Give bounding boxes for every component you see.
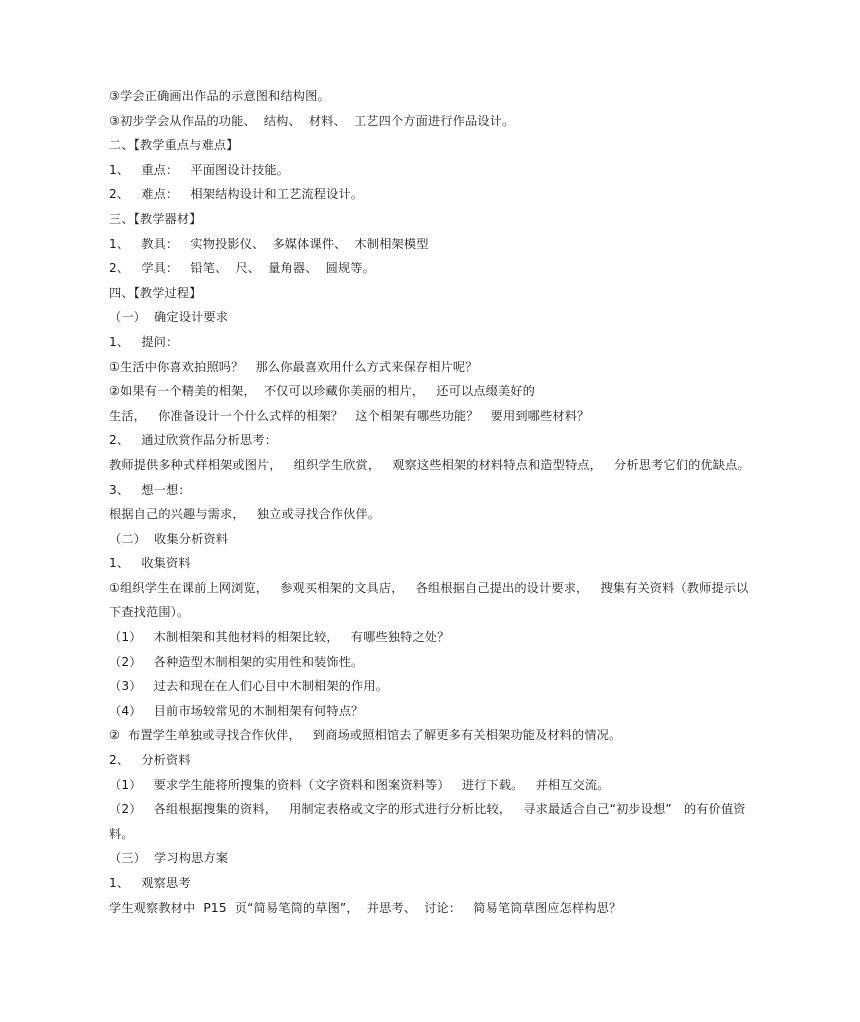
text-line: 生活， 你准备设计一个什么式样的相架？ 这个相架有哪些功能？ 要用到哪些材料？ [109, 408, 590, 423]
text-line: 3、 想一想： [109, 482, 191, 497]
text-line: 1、 提问： [109, 334, 179, 349]
text-line: 2、 分析资料 [109, 753, 191, 768]
text-line: ②如果有一个精美的相架， 不仅可以珍藏你美丽的相片， 还可以点缀美好的 [109, 384, 535, 399]
subsection-heading: （三） 学习构思方案 [109, 851, 229, 866]
document-body [109, 84, 759, 920]
section-heading: 三、【教学器材】 [109, 211, 202, 226]
text-line: 2、 学具： 铅笔、 尺、 量角器、 圆规等。 [109, 261, 375, 276]
text-line: 1、 观察思考 [109, 876, 191, 890]
text-line: ② 布置学生单独或寻找合作伙伴， 到商场或照相馆去了解更多有关相架功能及材料的情况。 [109, 728, 622, 743]
text-line: ③学会正确画出作品的示意图和结构图。 [109, 89, 330, 103]
text-line: 学生观察教材中 P15 页“简易笔筒的草图”， 并思考、 讨论： 简易笔筒草图应怎样构思？ [109, 900, 622, 915]
text-line: （2） 各组根据搜集的资料， 用制定表格或文字的形式进行分析比较， 寻求最适合自己“初步设想” 的有价值资 [109, 802, 746, 817]
subsection-heading: （二） 收集分析资料 [109, 531, 229, 546]
text-line: 1、 重点： 平面图设计技能。 [109, 162, 290, 177]
section-heading: 四、【教学过程】 [109, 285, 202, 300]
text-line: ①生活中你喜欢拍照吗？ 那么你最喜欢用什么方式来保存相片呢？ [109, 359, 478, 374]
text-line: 根据自己的兴趣与需求， 独立或寻找合作伙伴。 [109, 507, 381, 522]
text-line: ③初步学会从作品的功能、 结构、 材料、 工艺四个方面进行作品设计。 [109, 113, 515, 128]
text-line: ①组织学生在课前上网浏览， 参观买相架的文具店， 各组根据自己提出的设计要求， 搜集有关资料（教师提示以 [109, 580, 749, 595]
text-line: （3） 过去和现在在人们心目中木制相架的作用。 [109, 679, 389, 694]
section-heading: 二、【教学重点与难点】 [109, 138, 239, 153]
text-line: （1） 木制相架和其他材料的相架比较， 有哪些独特之处？ [109, 630, 450, 645]
text-line: 教师提供多种式样相架或图片， 组织学生欣赏， 观察这些相架的材料特点和造型特点， 分析思考它们的优缺点。 [109, 457, 750, 472]
subsection-heading: （一） 确定设计要求 [109, 310, 229, 325]
text-line: （4） 目前市场较常见的木制相架有何特点？ [109, 703, 364, 718]
text-line: （1） 要求学生能将所搜集的资料（文字资料和图案资料等） 进行下载。 并相互交流。 [109, 777, 610, 792]
text-line: 2、 难点： 相架结构设计和工艺流程设计。 [109, 187, 364, 202]
text-line: 下查找范围）。 [109, 605, 190, 620]
text-line: （2） 各种造型木制相架的实用性和装饰性。 [109, 654, 364, 669]
text-line: 料。 [109, 826, 134, 841]
text-line: 1、 教具： 实物投影仪、 多媒体课件、 木制相架模型 [109, 236, 429, 251]
text-line: 2、 通过欣赏作品分析思考： [109, 433, 278, 448]
text-line: 1、 收集资料 [109, 556, 191, 571]
